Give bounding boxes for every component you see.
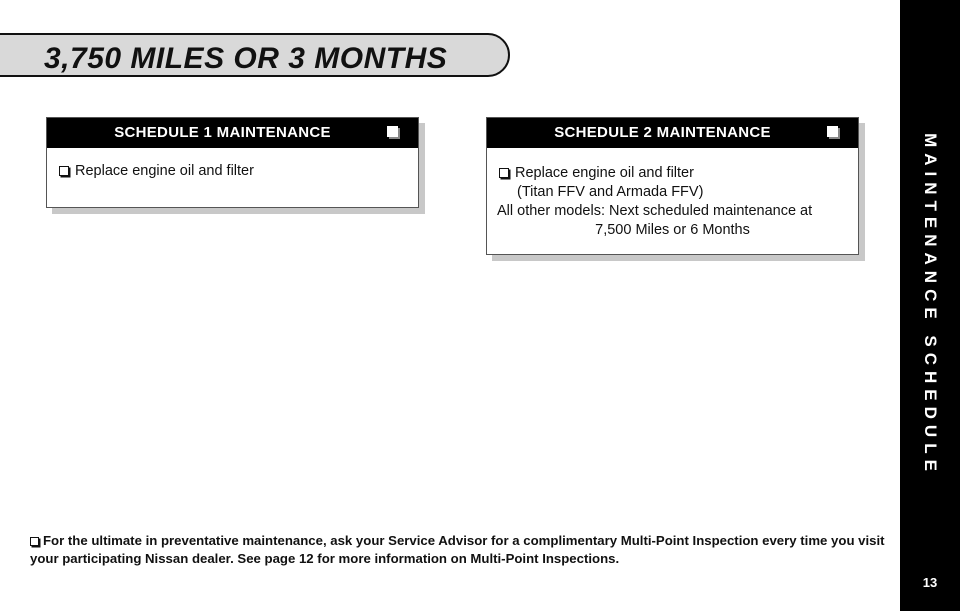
checkbox-icon[interactable] bbox=[30, 537, 39, 546]
checkbox-icon[interactable] bbox=[499, 168, 509, 178]
schedule-1-item: Replace engine oil and filter bbox=[59, 162, 406, 181]
checkbox-icon bbox=[827, 126, 838, 137]
schedule-1-title: SCHEDULE 1 MAINTENANCE bbox=[114, 124, 331, 141]
schedule-2-box bbox=[486, 117, 859, 255]
page-number: 13 bbox=[922, 575, 938, 590]
schedule-2-other-line: All other models: Next scheduled maintenance at bbox=[497, 203, 813, 219]
schedule-1-body bbox=[47, 148, 418, 181]
checkbox-icon bbox=[387, 126, 398, 137]
schedule-1-header bbox=[47, 118, 418, 148]
schedule-2-body bbox=[487, 148, 858, 240]
checkbox-icon[interactable] bbox=[59, 166, 69, 176]
schedule-2-other-interval: 7,500 Miles or 6 Months bbox=[595, 222, 750, 238]
page-title: 3,750 MILES OR 3 MONTHS bbox=[44, 42, 448, 75]
schedule-2-item: Replace engine oil and filter bbox=[499, 164, 846, 183]
footer-note: For the ultimate in preventative maintenance, ask your Service Advisor for a complimentary Multi-Point Inspection every time you visit your participating Nissan dealer. See page 12 for more information on Multi-Point Inspections. bbox=[30, 533, 885, 566]
schedule-1-box bbox=[46, 117, 419, 208]
schedule-2-title: SCHEDULE 2 MAINTENANCE bbox=[554, 124, 771, 141]
sidebar-section-label: MAINTENANCE SCHEDULE bbox=[921, 133, 940, 477]
schedule-2-header bbox=[487, 118, 858, 148]
schedule-2-item-note: (Titan FFV and Armada FFV) bbox=[517, 184, 704, 200]
